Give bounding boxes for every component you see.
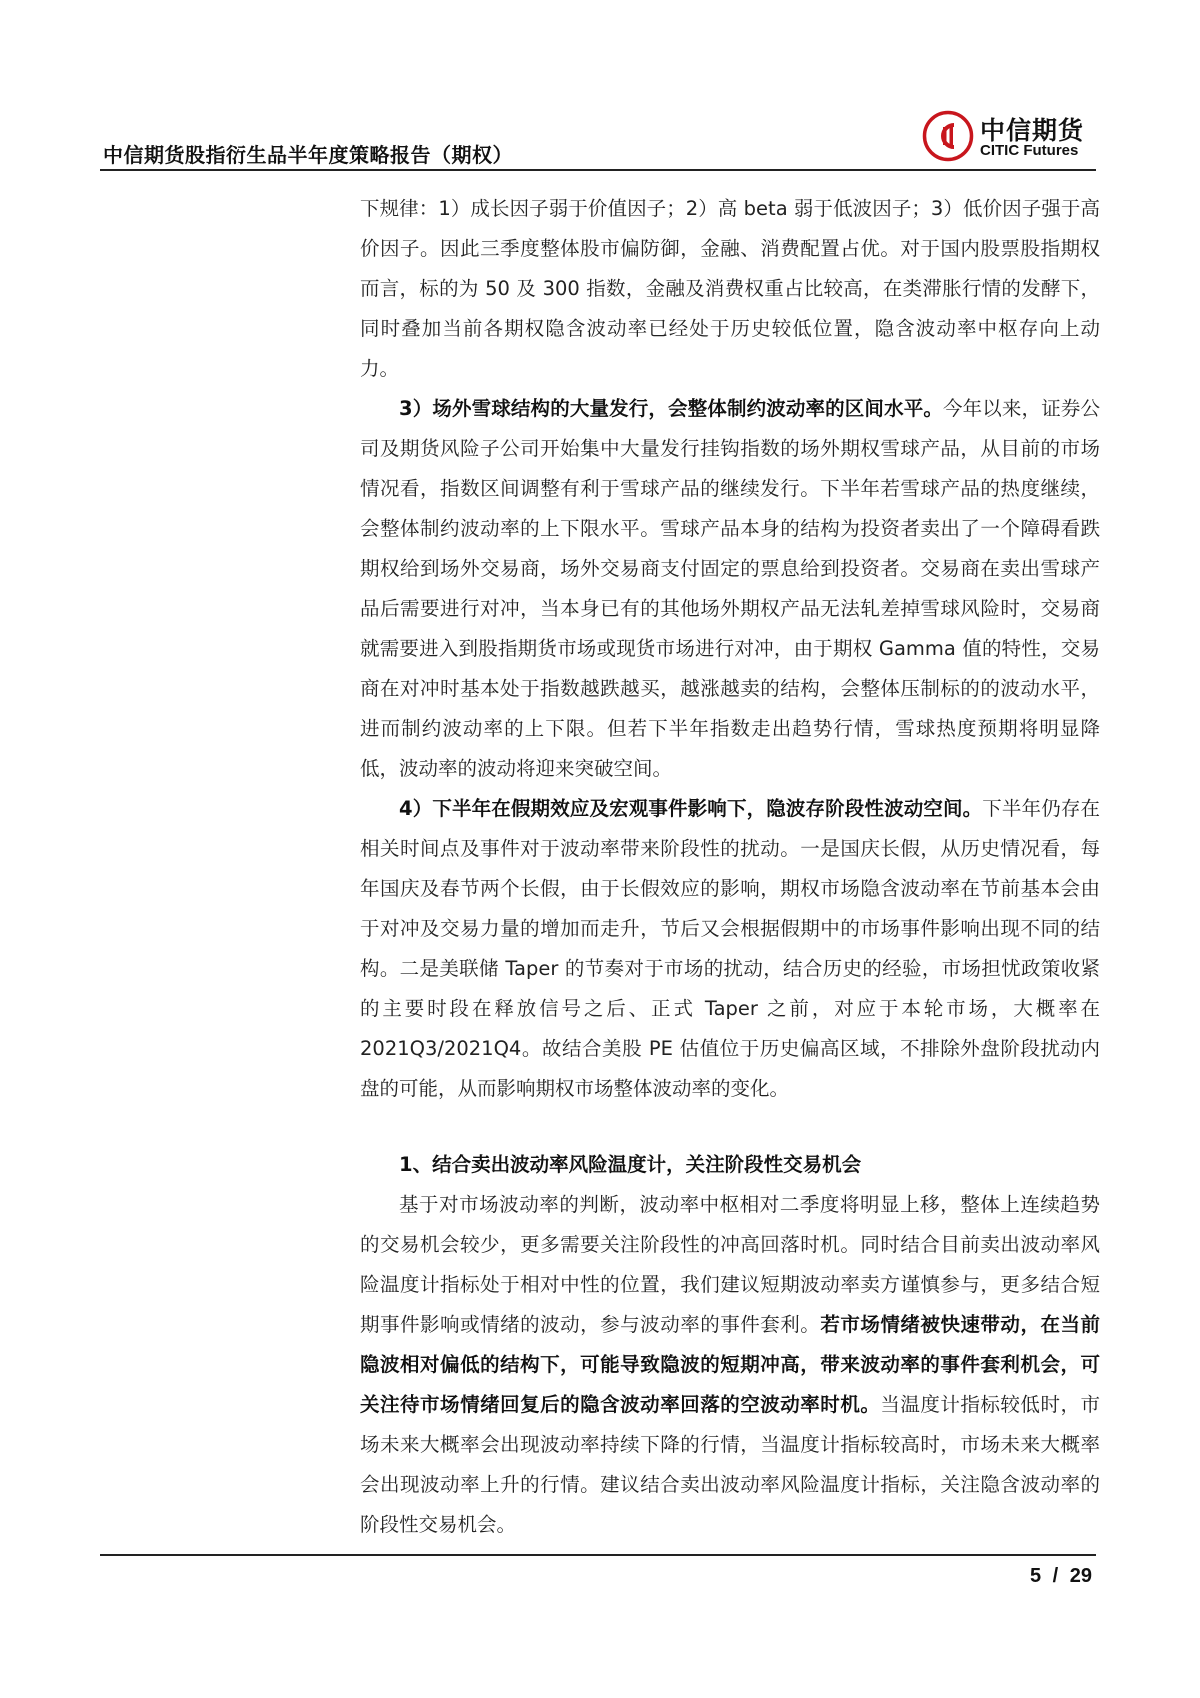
- logo-chinese-name: 中信期货: [980, 116, 1085, 145]
- report-title: 中信期货股指衍生品半年度策略报告（期权）: [103, 143, 513, 167]
- header-divider: [100, 169, 1096, 171]
- page-number: 5 / 29: [1029, 1565, 1092, 1587]
- holiday-lead: 4）下半年在假期效应及宏观事件影响下，隐波存阶段性波动空间。: [399, 797, 983, 820]
- citic-emblem-icon: [922, 110, 974, 162]
- paragraph-holiday-macro: [360, 789, 1100, 1109]
- footer-divider: [100, 1554, 1096, 1556]
- paragraph-snowball: [360, 389, 1100, 789]
- report-body: [360, 189, 1100, 1545]
- section-heading: 1、结合卖出波动率风险温度计，关注阶段性交易机会: [399, 1153, 862, 1176]
- paragraph-strategy: [360, 1185, 1100, 1545]
- citic-futures-logo: [922, 110, 1092, 162]
- strategy-text-a: 基于对市场波动率的判断，波动率中枢相对二季度将明显上移，整体上连续趋势的交易机会较少，更多需要关注阶段性的冲高回落时机。同时结合目前卖出波动率风险温度计指标处于相对中性的位置，我们建议短期波动率卖方谨慎参与，更多结合短期事件影响或情绪的波动，参与波动率的事件套利。: [360, 1193, 1100, 1336]
- snowball-lead: 3）场外雪球结构的大量发行，会整体制约波动率的区间水平。: [399, 397, 943, 420]
- strategy-text-b: 当温度计指标较低时，市场未来大概率会出现波动率持续下降的行情，当温度计指标较高时，市场未来大概率会出现波动率上升的行情。建议结合卖出波动率风险温度计指标，关注隐含波动率的阶段性交易机会。: [360, 1393, 1100, 1536]
- logo-english-name: CITIC Futures: [980, 142, 1079, 159]
- strategy-bold: 若市场情绪被快速带动，在当前隐波相对偏低的结构下，可能导致隐波的短期冲高，带来波动率的事件套利机会，可关注待市场情绪回复后的隐含波动率回落的空波动率时机。: [360, 1313, 1100, 1416]
- snowball-text: 今年以来，证券公司及期货风险子公司开始集中大量发行挂钩指数的场外期权雪球产品，从目前的市场情况看，指数区间调整有利于雪球产品的继续发行。下半年若雪球产品的热度继续，会整体制约波动率的上下限水平。雪球产品本身的结构为投资者卖出了一个障碍看跌期权给到场外交易商，场外交易商支付固定的票息给到投资者。交易商在卖出雪球产品后需要进行对冲，当本身已有的其他场外期权产品无法轧差掉雪球风险时，交易商就需要进入到股指期货市场或现货市场进行对冲，由于期权 Gamma 值的特性，交易商在对冲时基本处于指数越跌越买，越涨越卖的结构，会整体压制标的的波动水平，进而制约波动率的上下限。但若下半年指数走出趋势行情，雪球热度预期将明显降低，波动率的波动将迎来突破空间。: [360, 397, 1100, 780]
- holiday-text: 下半年仍存在相关时间点及事件对于波动率带来阶段性的扰动。一是国庆长假，从历史情况看，每年国庆及春节两个长假，由于长假效应的影响，期权市场隐含波动率在节前基本会由于对冲及交易力量的增加而走升，节后又会根据假期中的市场事件影响出现不同的结构。二是美联储 Taper 的节奏对于市场的扰动，结合历史的经验，市场担忧政策收紧的主要时段在释放信号之后、正式 Taper 之前，对应于本轮市场，大概率在 2021Q3/2021Q4。故结合美股 PE 估值位于历史偏高区域，不排除外盘阶段扰动内盘的可能，从而影响期权市场整体波动率的变化。: [360, 797, 1100, 1100]
- paragraph-factors: 下规律：1）成长因子弱于价值因子；2）高 beta 弱于低波因子；3）低价因子强于高价因子。因此三季度整体股市偏防御，金融、消费配置占优。对于国内股票股指期权而言，标的为 50 及 300 指数，金融及消费权重占比较高，在类滞胀行情的发酵下，同时叠加当前各期权隐含波动率已经处于历史较低位置，隐含波动率中枢存向上动力。: [360, 197, 1100, 380]
